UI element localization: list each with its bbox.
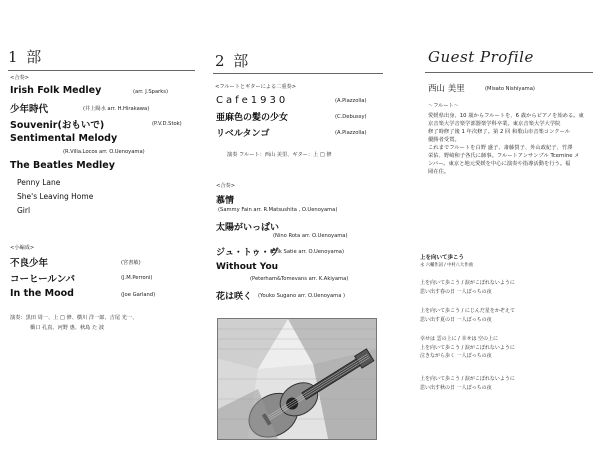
lyric-line: 上を向いて歩こう / 涙がこぼれないように <box>420 344 515 351</box>
part1-rule <box>8 70 195 71</box>
song-credit: (Youko Sugano arr. O.Uenoyama ) <box>258 293 346 299</box>
medley-item: Penny Lane <box>17 178 61 187</box>
lyrics-title: 上を向いて歩こう <box>420 255 465 261</box>
song-title: Without You <box>216 262 279 272</box>
lyric-line: 思い出す秋の日 一人ぼっちの夜 <box>420 384 492 391</box>
bio-line: 栄佑、野崎和子各氏に師事。フルートアンサンブル Tcernine メ <box>428 153 580 159</box>
song-title: リベルタンゴ <box>216 129 270 139</box>
lyrics-stanza <box>420 307 590 324</box>
song-credit: (A.Piazzolla) <box>335 98 367 104</box>
lyric-line: 上を向いて歩こう / にじんだ星をかぞえて <box>420 308 515 314</box>
song-title: 亜麻色の髪の少女 <box>216 113 289 123</box>
song-title: ジュ・トゥ・ヴ <box>216 248 279 258</box>
part1-heading: 1 部 <box>8 48 44 66</box>
part1-small-ensemble-label: <小編成> <box>10 245 35 251</box>
medley-item: Girl <box>17 206 31 215</box>
bio-line: 優勝者受賞。 <box>428 137 460 143</box>
bio-line: 修了時修了後 1 年次修了。第 2 回 和歌山市音楽コンクール <box>428 129 571 135</box>
song-title: コーヒールンバ <box>10 274 76 285</box>
bio-line: これまでフルートを白野 盛子、斎藤賀子、外山政紀子、竹澤 <box>428 145 573 151</box>
song-credit: (C.Debussy) <box>335 114 367 120</box>
guitar-illustration <box>217 318 377 440</box>
lyric-line: 上を向いて歩こう / 涙がこぼれないように <box>420 376 515 382</box>
song-credit: (R.Villa.Locos arr. O.Uenoyama) <box>63 149 145 155</box>
guest-column <box>413 0 600 464</box>
lyrics-stanza <box>420 375 590 392</box>
song-credit: (宮書敏) <box>121 260 141 266</box>
guest-name-roman: (Misato Nishiyama) <box>485 86 535 92</box>
bio-line: 岡在住。 <box>428 169 450 175</box>
guest-name: 西山 美里 <box>428 84 465 94</box>
song-title: In the Mood <box>10 288 74 299</box>
lyric-line: 泣きながら歩く 一人ぼっちの夜 <box>420 353 492 359</box>
guest-bio <box>428 112 593 176</box>
lyrics-stanza <box>420 279 590 296</box>
bio-line: ンバー。東京と地元愛媛を中心に演奏や指導活動を行う。福 <box>428 161 571 167</box>
song-credit: (P.V.D.Stok) <box>152 121 182 127</box>
guest-rule <box>425 72 593 73</box>
part1-performers: 演奏：黒田 周一、上 □ 修、横川 洋一郎、吉尾 光一、 <box>10 315 138 321</box>
song-title: 太陽がいっぱい <box>216 223 280 233</box>
song-title: 少年時代 <box>10 104 49 115</box>
song-title: 不良少年 <box>10 258 49 269</box>
part1-performers-cont: 橋口 孔真、河野 惠、秋島 た 波 <box>30 325 105 331</box>
medley-item: She's Leaving Home <box>17 192 94 201</box>
lyric-line: 思い出す夏の日 一人ぼっちの夜 <box>420 316 492 323</box>
lyric-line: 思い出す春の日 一人ぼっちの夜 <box>420 288 492 295</box>
lyric-line: 上を向いて歩こう / 涙がこぼれないように <box>420 280 515 286</box>
lyric-line: 幸せは 雲の上に / 幸せは 空の上に <box>420 336 499 342</box>
song-title: Souvenir(おもいで) <box>10 120 105 131</box>
song-credit: (井上陽水 arr. H.Hirakawa) <box>83 106 150 112</box>
song-title: 慕情 <box>216 196 235 206</box>
song-title: The Beatles Medley <box>10 160 115 171</box>
part2-duo-performers: 演奏 フルート：西山 美里、ギター：上 □ 修 <box>227 152 332 158</box>
guest-bio-label: ～フルート～ <box>428 103 459 109</box>
song-title: Sentimental Melody <box>10 133 118 144</box>
part2-rule <box>213 73 383 74</box>
lyrics-stanza <box>420 335 590 361</box>
part1-ensemble-label: <合奏> <box>10 75 30 81</box>
song-credit: (J.M.Perroni) <box>121 275 153 281</box>
bio-line: 愛媛県出身、10 歳からフルートを、6 歳からピアノを始める。東 <box>428 113 584 119</box>
song-credit: (Erik Satie arr. O.Uenoyama) <box>270 249 344 255</box>
guest-heading: Guest Profile <box>428 48 534 66</box>
guitar-artwork-icon <box>218 319 376 439</box>
part2-heading: 2 部 <box>215 52 251 70</box>
part2-ensemble-label: <合奏> <box>216 183 236 189</box>
part1-column <box>0 0 200 464</box>
lyrics-subtitle: 永 六輔作詞 / 中村八大作曲 <box>420 263 473 268</box>
song-credit: (Nino Rota arr. O.Uenoyama) <box>273 233 348 239</box>
bio-line: 京音楽大学音楽学部器楽学科卒業。東京音楽大学大学院 <box>428 121 561 127</box>
song-credit: (Peterham&Tomevans arr. K.Akiyama) <box>250 276 349 282</box>
song-credit: (Joe Garland) <box>121 292 156 298</box>
song-title: Irish Folk Medley <box>10 85 102 96</box>
song-credit: (arr. J.Sparks) <box>133 89 169 95</box>
song-title: 花は咲く <box>216 292 253 302</box>
song-credit: (A.Piazzolla) <box>335 130 367 136</box>
song-title: Cafe1930 <box>216 95 289 106</box>
song-credit: (Sammy Fain arr. R.Matsushita , O.Uenoyama) <box>218 207 338 213</box>
part2-duo-label: <フルートとギターによる二重奏> <box>215 84 297 90</box>
